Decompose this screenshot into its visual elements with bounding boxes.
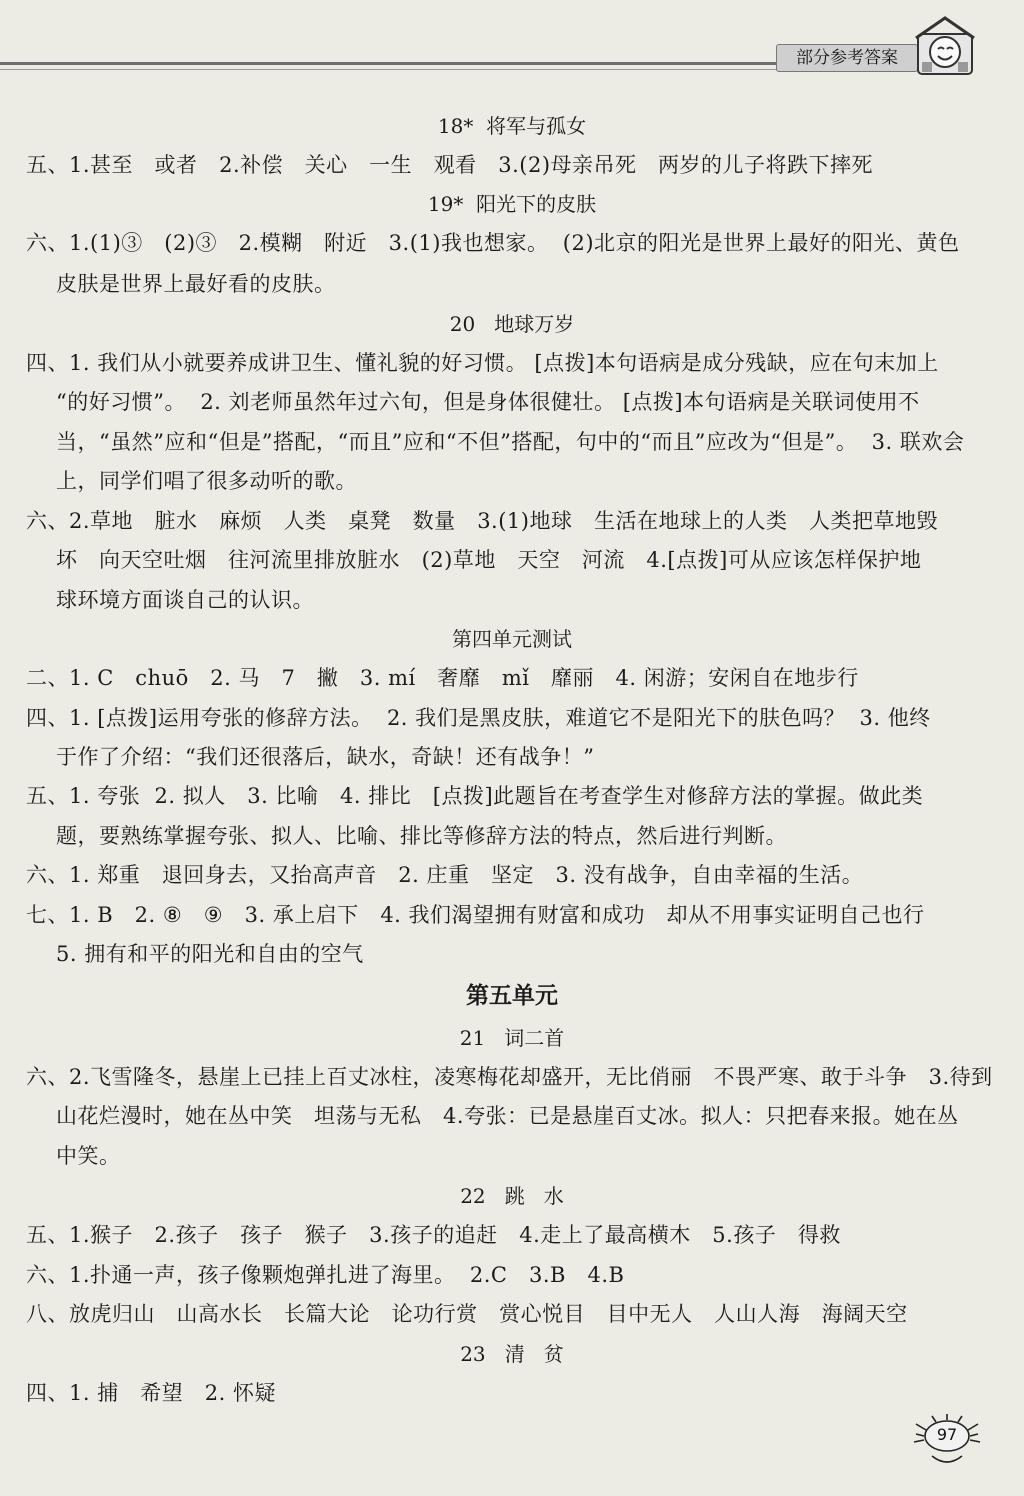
answer-line: 皮肤是世界上最好看的皮肤。: [56, 272, 336, 296]
answer-line: 五、1. 夸张 2. 拟人 3. 比喻 4. 排比 [点拨]此题旨在考查学生对修辞方法的掌握。做此类: [26, 784, 924, 808]
answer-line: 七、1. B 2. ⑧ ⑨ 3. 承上启下 4. 我们渴望拥有财富和成功 却从不用事实证明自己也行: [26, 903, 925, 927]
answer-line: 题，要熟练掌握夸张、拟人、比喻、排比等修辞方法的特点，然后进行判断。: [56, 824, 787, 848]
answer-line: 六、2.飞雪隆冬，悬崖上已挂上百丈冰柱，凌寒梅花却盛开，无比俏丽 不畏严寒、敢于斗争 3.待到: [26, 1065, 993, 1089]
answer-line: 四、1. 捕 希望 2. 怀疑: [26, 1381, 276, 1405]
lesson-heading-23: 23 清 贫: [460, 1342, 564, 1366]
answer-line: 当，“虽然”应和“但是”搭配，“而且”应和“不但”搭配，句中的“而且”应改为“但是”。 3. 联欢会: [56, 430, 965, 454]
header-label: 部分参考答案: [776, 44, 918, 72]
answer-line: 坏 向天空吐烟 往河流里排放脏水 (2)草地 天空 河流 4.[点拨]可从应该怎样保护地: [56, 548, 922, 572]
page-number-text: 97: [936, 1425, 958, 1444]
answer-line: 六、2.草地 脏水 麻烦 人类 桌凳 数量 3.(1)地球 生活在地球上的人类 人类把草地毁: [26, 509, 939, 533]
page-header: [0, 0, 1024, 90]
answer-line: 五、1.猴子 2.孩子 孩子 猴子 3.孩子的追赶 4.走上了最高横木 5.孩子 得救: [26, 1223, 841, 1247]
unit-test-heading: 第四单元测试: [452, 627, 572, 651]
answer-line: 四、1. [点拨]运用夸张的修辞方法。 2. 我们是黑皮肤，难道它不是阳光下的肤色吗？ 3. 他终: [26, 706, 931, 730]
answer-line: “的好习惯”。 2. 刘老师虽然年过六旬，但是身体很健壮。 [点拨]本句语病是关联词使用不: [56, 390, 920, 414]
answer-line: 球环境方面谈自己的认识。: [56, 588, 314, 612]
answer-line: 中笑。: [56, 1144, 121, 1168]
page-number: [902, 1412, 992, 1472]
lesson-heading-19: 19* 阳光下的皮肤: [427, 192, 597, 216]
answer-line: 五、1.甚至 或者 2.补偿 关心 一生 观看 3.(2)母亲吊死 两岁的儿子将跌下摔死: [26, 153, 874, 177]
answer-line: 5. 拥有和平的阳光和自由的空气: [56, 942, 364, 966]
answer-line: 四、1. 我们从小就要养成讲卫生、懂礼貌的好习惯。 [点拨]本句语病是成分残缺，应在句末加上: [26, 351, 939, 375]
answer-line: 上，同学们唱了很多动听的歌。: [56, 469, 357, 493]
unit-title: 第五单元: [466, 983, 558, 1009]
lesson-heading-18: 18* 将军与孤女: [437, 114, 587, 138]
answer-line: 二、1. C chuō 2. 马 7 撇 3. mí 奢靡 mǐ 靡丽 4. 闲游；安闲自在地步行: [26, 666, 859, 690]
lesson-heading-21: 21 词二首: [459, 1026, 565, 1050]
mascot-icon: [912, 14, 978, 80]
answer-line: 六、1. 郑重 退回身去，又抬高声音 2. 庄重 坚定 3. 没有战争，自由幸福的生活。: [26, 863, 864, 887]
lesson-heading-20: 20 地球万岁: [449, 312, 575, 336]
header-rule-thin: [0, 69, 905, 70]
answer-line: 六、1.(1)③ (2)③ 2.模糊 附近 3.(1)我也想家。 (2)北京的阳光是世界上最好的阳光、黄色: [26, 231, 960, 255]
answer-line: 八、放虎归山 山高水长 长篇大论 论功行赏 赏心悦目 目中无人 人山人海 海阔天空: [26, 1302, 908, 1326]
answer-line: 山花烂漫时，她在丛中笑 坦荡与无私 4.夸张：已是悬崖百丈冰。拟人：只把春来报。她在丛: [56, 1104, 959, 1128]
answer-line: 于作了介绍：“我们还很落后，缺水，奇缺！还有战争！”: [56, 745, 595, 769]
header-rule: [0, 62, 905, 65]
lesson-heading-22: 22 跳 水: [460, 1184, 564, 1208]
answer-line: 六、1.扑通一声，孩子像颗炮弹扎进了海里。 2.C 3.B 4.B: [26, 1263, 625, 1287]
